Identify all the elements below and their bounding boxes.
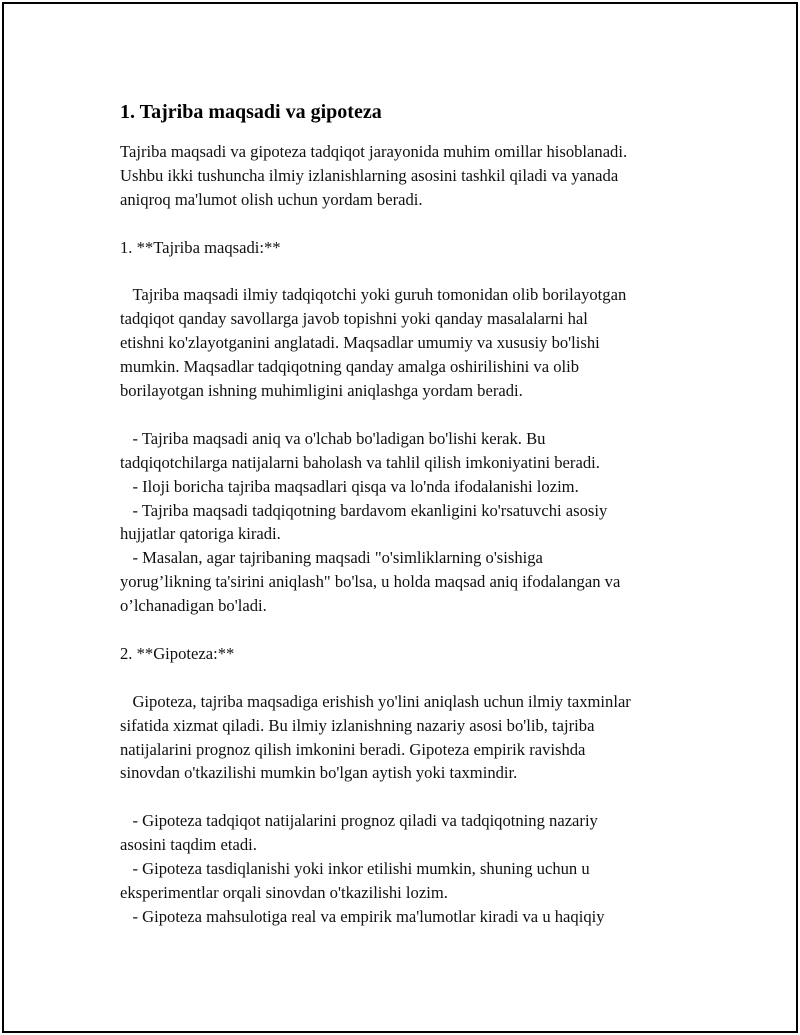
- spacer: [120, 618, 720, 642]
- section2-paragraph: Gipoteza, tajriba maqsadiga erishish yo'lini aniqlash uchun ilmiy taxminlar sifatida xizmat qiladi. Bu ilmiy izlanishning nazariy asosi bo'lib, tajriba natijalarini prognoz qilish imkonini beradi. Gipoteza empirik ravishda sinovdan o'tkazilishi mumkin bo'lgan aytish yoki taxmindir.: [120, 691, 631, 783]
- section2-title: 2. **Gipoteza:**: [120, 643, 235, 663]
- spacer: [120, 785, 720, 809]
- spacer: [120, 212, 720, 236]
- spacer: [120, 666, 720, 690]
- page-frame: [2, 2, 798, 1033]
- section1-bullet-list: - Tajriba maqsadi aniq va o'lchab bo'ladigan bo'lishi kerak. Bu tadqiqotchilarga natijalarni baholash va tahlil qilish imkoniyatini beradi. - Iloji boricha tajriba maqsadlari qisqa va lo'nda ifodalanishi lozim. - Tajriba maqsadi tadqiqotning bardavom ekanligini ko'rsatuvchi asosiy hujjatlar qatoriga kiradi. - Masalan, agar tajribaning maqsadi "o'simliklarning o'sishiga yorug’likning ta'sirini aniqlash" bo'lsa, u holda maqsad aniq ifodalangan va o’lchanadigan bo'ladi.: [120, 428, 621, 616]
- section-heading: 1. Tajriba maqsadi va gipoteza: [120, 101, 382, 123]
- spacer: [120, 260, 720, 284]
- intro-paragraph: Tajriba maqsadi va gipoteza tadqiqot jarayonida muhim omillar hisoblanadi. Ushbu ikki tushuncha ilmiy izlanishlarning asosini tashkil qiladi va yanada aniqroq ma'lumot olish uchun yordam beradi.: [120, 142, 628, 209]
- spacer: [120, 403, 720, 427]
- section1-paragraph: Tajriba maqsadi ilmiy tadqiqotchi yoki guruh tomonidan olib borilayotgan tadqiqot qanday savollarga javob topishni yoki qanday masalalarni hal etishni ko'zlayotganini anglatadi. Maqsadlar umumiy va xususiy bo'lishi mumkin. Maqsadlar tadqiqotning qanday amalga oshirilishini va olib borilayotgan ishning muhimligini aniqlashga yordam beradi.: [120, 285, 627, 401]
- document-content: [120, 100, 720, 929]
- section1-title: 1. **Tajriba maqsadi:**: [120, 237, 281, 257]
- section2-bullet-list: - Gipoteza tadqiqot natijalarini prognoz qiladi va tadqiqotning nazariy asosini taqdim etadi. - Gipoteza tasdiqlanishi yoki inkor etilishi mumkin, shuning uchun u eksperimentlar orqali sinovdan o'tkazilishi lozim. - Gipoteza mahsulotiga real va empirik ma'lumotlar kiradi va u haqiqiy: [120, 811, 605, 926]
